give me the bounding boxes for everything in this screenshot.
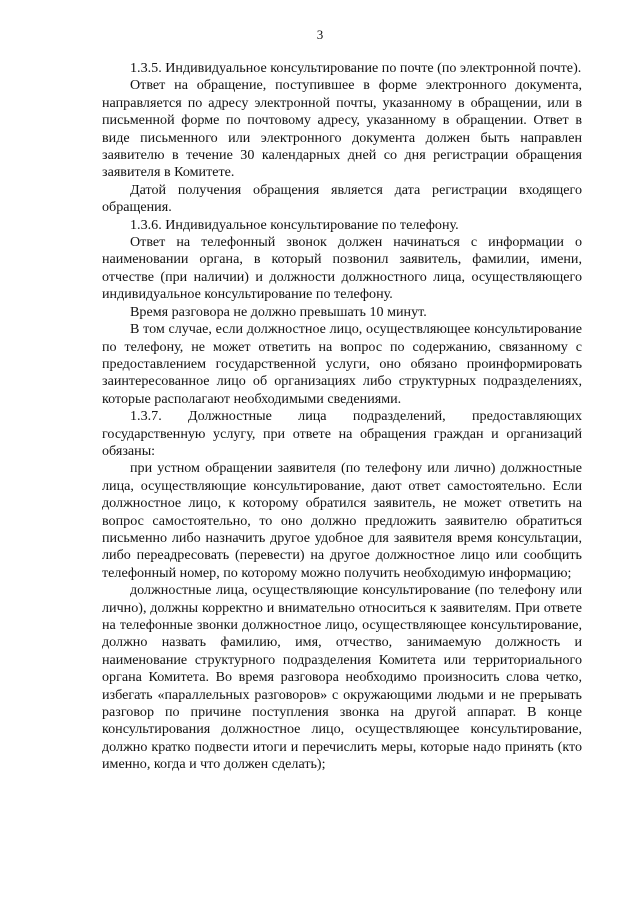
paragraph-email-response: Ответ на обращение, поступившее в форме электронного документа, направляется по адресу электронной почты, указанному в обращении, или в письменной форме по почтовому адресу, указанному в обращении. Ответ в виде письменного или электронного документа должен быть направлен заявителю в течение 30 календарных дней со дня регистрации обращения заявителя в Комитете. xyxy=(102,77,582,181)
paragraph-oral-request: при устном обращении заявителя (по телефону или лично) должностные лица, осуществляющие консультирование, дают ответ самостоятельно. Если должностное лицо, к которому обратился заявитель, не может ответить на вопрос самостоятельно, то оно должно предложить заявителю обратиться письменно либо назначить другое удобное для заявителя время консультации, либо переадресовать (перевести) на другое должностное лицо или сообщить телефонный номер, по которому можно получить необходимую информацию; xyxy=(102,460,582,581)
paragraph-1-3-7-heading: 1.3.7. Должностные лица подразделений, предоставляющих государственную услугу, при ответе на обращения граждан и организаций обязаны: xyxy=(102,408,582,459)
paragraph-call-duration: Время разговора не должно превышать 10 минут. xyxy=(130,303,427,320)
paragraph-phone-answer: Ответ на телефонный звонок должен начинаться с информации о наименовании органа, в который позвонил заявитель, фамилии, имени, отчестве (при наличии) и должности должностного лица, осуществляющего индивидуальное консультирование по телефону. xyxy=(102,234,582,303)
paragraph-1-3-6-heading: 1.3.6. Индивидуальное консультирование по телефону. xyxy=(130,216,459,233)
document-body xyxy=(102,60,582,774)
paragraph-1-3-5-heading: 1.3.5. Индивидуальное консультирование по почте (по электронной почте). xyxy=(130,60,582,76)
page-number: 3 xyxy=(316,27,324,42)
paragraph-receipt-date: Датой получения обращения является дата регистрации входящего обращения. xyxy=(102,181,582,216)
paragraph-cannot-answer: В том случае, если должностное лицо, осуществляющее консультирование по телефону, не может ответить на вопрос по содержанию, связанному с предоставлением государственной услуги, оно обязано проинформировать заинтересованное лицо об организациях либо структурных подразделениях, которые располагают необходимыми сведениями. xyxy=(102,321,582,407)
paragraph-consultation-conduct: должностные лица, осуществляющие консультирование (по телефону или лично), должны корректно и внимательно относиться к заявителям. При ответе на телефонные звонки должностное лицо, осуществляющее консультирование, должно назвать фамилию, имя, отчество, занимаемую должность и наименование структурного подразделения Комитета или территориального органа Комитета. Во время разговора необходимо произносить слова четко, избегать «параллельных разговоров» с окружающими людьми и не прерывать разговор по причине поступления звонка на другой аппарат. В конце консультирования должностное лицо, осуществляющее консультирование, должно кратко подвести итоги и перечислить меры, которые надо принять (кто именно, когда и что должен сделать); xyxy=(102,582,582,773)
